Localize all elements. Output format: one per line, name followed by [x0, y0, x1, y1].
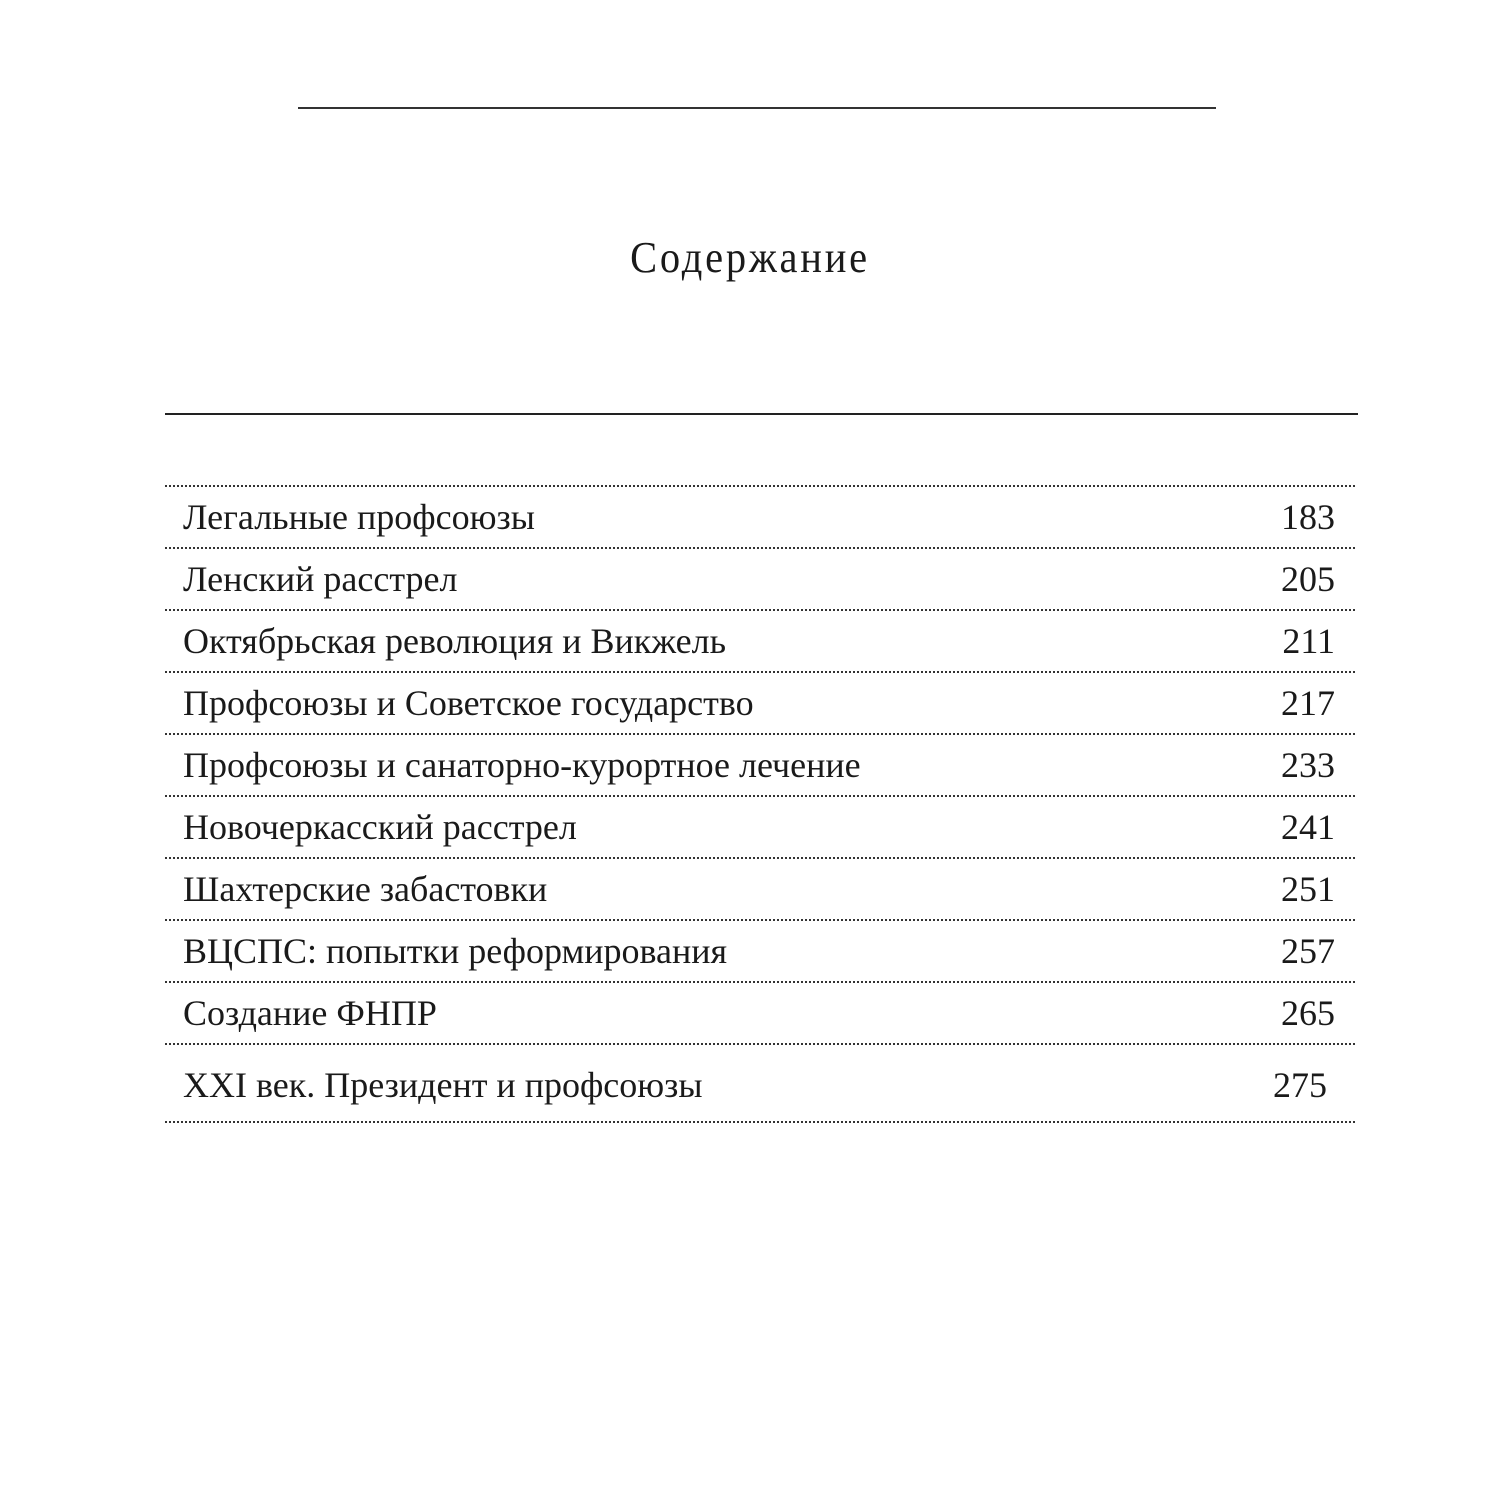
toc-entry-title: Легальные профсоюзы: [183, 497, 535, 537]
toc-entry-page: 265: [1281, 993, 1335, 1033]
toc-entry-title: Создание ФНПР: [183, 993, 437, 1033]
section-rule: [165, 413, 1358, 415]
toc-entry-title: Шахтерские забастовки: [183, 869, 548, 909]
toc-entry-page: 257: [1281, 931, 1335, 971]
toc-entry[interactable]: [165, 921, 1355, 981]
top-rule: [298, 107, 1216, 109]
toc-entry-title: Октябрьская революция и Викжель: [183, 621, 727, 661]
toc-entry-page: 183: [1281, 497, 1335, 537]
toc-entry-page: 233: [1281, 745, 1335, 785]
toc-entry[interactable]: [165, 735, 1355, 795]
toc-entry-page: 217: [1281, 683, 1335, 723]
toc-entry-page: 241: [1281, 807, 1335, 847]
toc-entry[interactable]: [165, 797, 1355, 857]
page-title: Содержание: [630, 233, 870, 282]
toc-entry-page: 205: [1281, 559, 1335, 599]
toc-entry-page: 275: [1273, 1065, 1327, 1105]
table-of-contents: [165, 485, 1355, 1123]
toc-entry[interactable]: [165, 611, 1355, 671]
toc-entry-page: 251: [1281, 869, 1335, 909]
toc-entry-title: ВЦСПС: попытки реформирования: [183, 931, 728, 971]
toc-entry[interactable]: [165, 859, 1355, 919]
toc-entry-page: 211: [1282, 621, 1335, 661]
toc-entry[interactable]: [165, 1045, 1355, 1121]
toc-entry[interactable]: [165, 673, 1355, 733]
toc-entry[interactable]: [165, 983, 1355, 1043]
toc-entry-title: XXI век. Президент и профсоюзы: [183, 1065, 703, 1105]
toc-entry-title: Профсоюзы и санаторно-курортное лечение: [183, 745, 861, 785]
toc-entry-title: Ленский расстрел: [183, 559, 458, 599]
toc-entry[interactable]: [165, 487, 1355, 547]
toc-entry-title: Новочеркасский расстрел: [183, 807, 577, 847]
toc-entry-title: Профсоюзы и Советское государство: [183, 683, 754, 723]
dotted-divider: [165, 1121, 1355, 1123]
toc-entry[interactable]: [165, 549, 1355, 609]
